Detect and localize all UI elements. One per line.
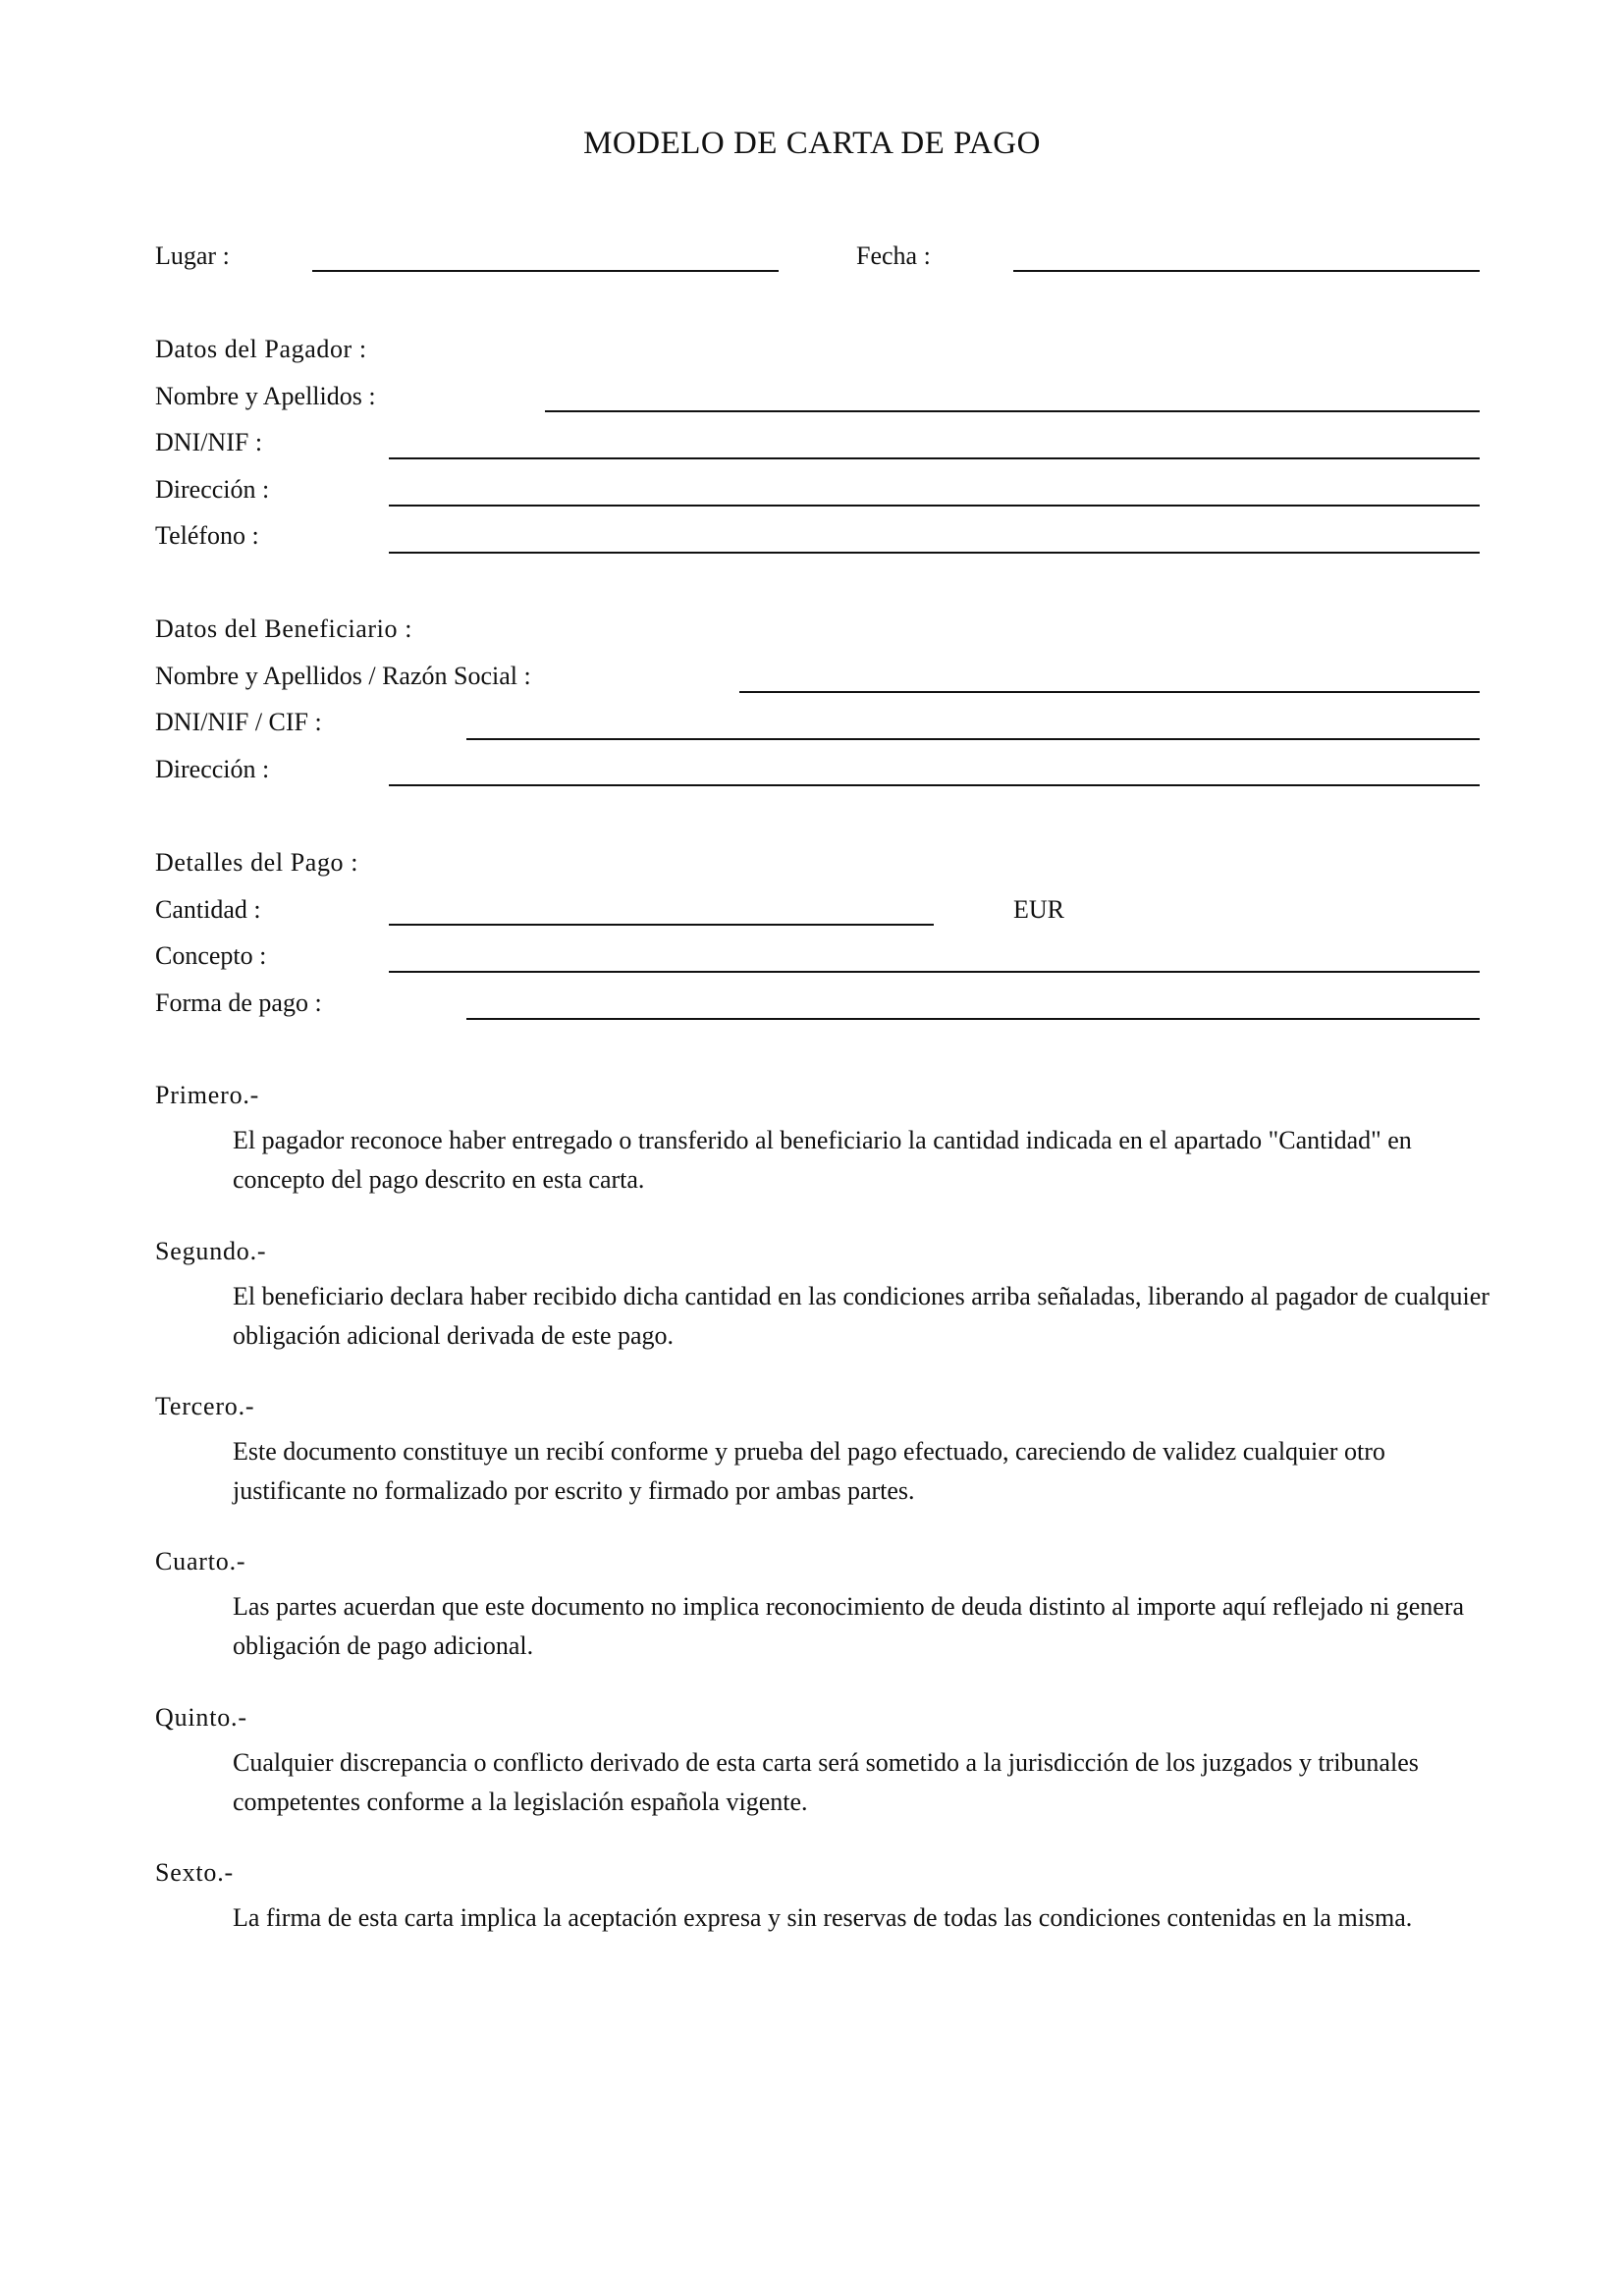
concepto-label: Concepto : <box>155 941 267 970</box>
clause-2-text: El beneficiario declara haber recibido dicha cantidad en las condiciones arriba señaladas, liberando al pagador de cualquier obligación adicional derivada de este pago. <box>233 1282 1489 1350</box>
clause-6-text: La firma de esta carta implica la aceptación expresa y sin reservas de todas las condiciones contenidas en la misma. <box>233 1903 1413 1932</box>
fecha-field[interactable] <box>1013 270 1480 272</box>
beneficiario-dni-label: DNI/NIF / CIF : <box>155 708 322 736</box>
clause-4-text: Las partes acuerdan que este documento no implica reconocimiento de deuda distinto al importe aquí reflejado ni genera obligación de pago adicional. <box>233 1592 1465 1660</box>
clause-5-heading: Quinto.- <box>155 1703 247 1732</box>
pagador-dni-field[interactable] <box>389 457 1480 459</box>
pagador-telefono-label: Teléfono : <box>155 521 259 550</box>
clause-2-heading: Segundo.- <box>155 1237 267 1265</box>
clause-1-text: El pagador reconoce haber entregado o transferido al beneficiario la cantidad indicada en el apartado "Cantidad" en concepto del pago descrito en esta carta. <box>233 1126 1412 1194</box>
pagador-section-title: Datos del Pagador : <box>155 335 367 363</box>
pago-section-title: Detalles del Pago : <box>155 848 359 877</box>
clause-5-text: Cualquier discrepancia o conflicto derivado de esta carta será sometido a la jurisdicción de los juzgados y tribunales competentes conforme a la legislación española vigente. <box>233 1748 1419 1816</box>
clause-3-text: Este documento constituye un recibí conforme y prueba del pago efectuado, careciendo de validez cualquier otro justificante no formalizado por escrito y firmado por ambas partes. <box>233 1437 1385 1505</box>
beneficiario-nombre-field[interactable] <box>739 691 1480 693</box>
clause-4-heading: Cuarto.- <box>155 1547 246 1575</box>
forma-pago-field[interactable] <box>466 1018 1480 1020</box>
concepto-field[interactable] <box>389 971 1480 973</box>
pagador-nombre-field[interactable] <box>545 410 1480 412</box>
pagador-nombre-label: Nombre y Apellidos : <box>155 382 376 410</box>
pagador-direccion-field[interactable] <box>389 505 1480 507</box>
beneficiario-section-title: Datos del Beneficiario : <box>155 614 413 643</box>
cantidad-label: Cantidad : <box>155 895 261 924</box>
beneficiario-nombre-label: Nombre y Apellidos / Razón Social : <box>155 662 531 690</box>
pagador-telefono-field[interactable] <box>389 552 1480 554</box>
currency-label: EUR <box>1013 895 1064 924</box>
forma-pago-label: Forma de pago : <box>155 988 322 1017</box>
pagador-dni-label: DNI/NIF : <box>155 428 263 456</box>
fecha-label: Fecha : <box>856 241 931 270</box>
beneficiario-direccion-label: Dirección : <box>155 755 270 783</box>
lugar-label: Lugar : <box>155 241 230 270</box>
lugar-field[interactable] <box>312 270 779 272</box>
pagador-direccion-label: Dirección : <box>155 475 270 504</box>
clause-1-heading: Primero.- <box>155 1081 260 1109</box>
clause-6-heading: Sexto.- <box>155 1858 234 1887</box>
beneficiario-direccion-field[interactable] <box>389 784 1480 786</box>
cantidad-field[interactable] <box>389 924 934 926</box>
clause-3-heading: Tercero.- <box>155 1392 255 1420</box>
document-title: MODELO DE CARTA DE PAGO <box>583 126 1041 161</box>
beneficiario-dni-field[interactable] <box>466 738 1480 740</box>
